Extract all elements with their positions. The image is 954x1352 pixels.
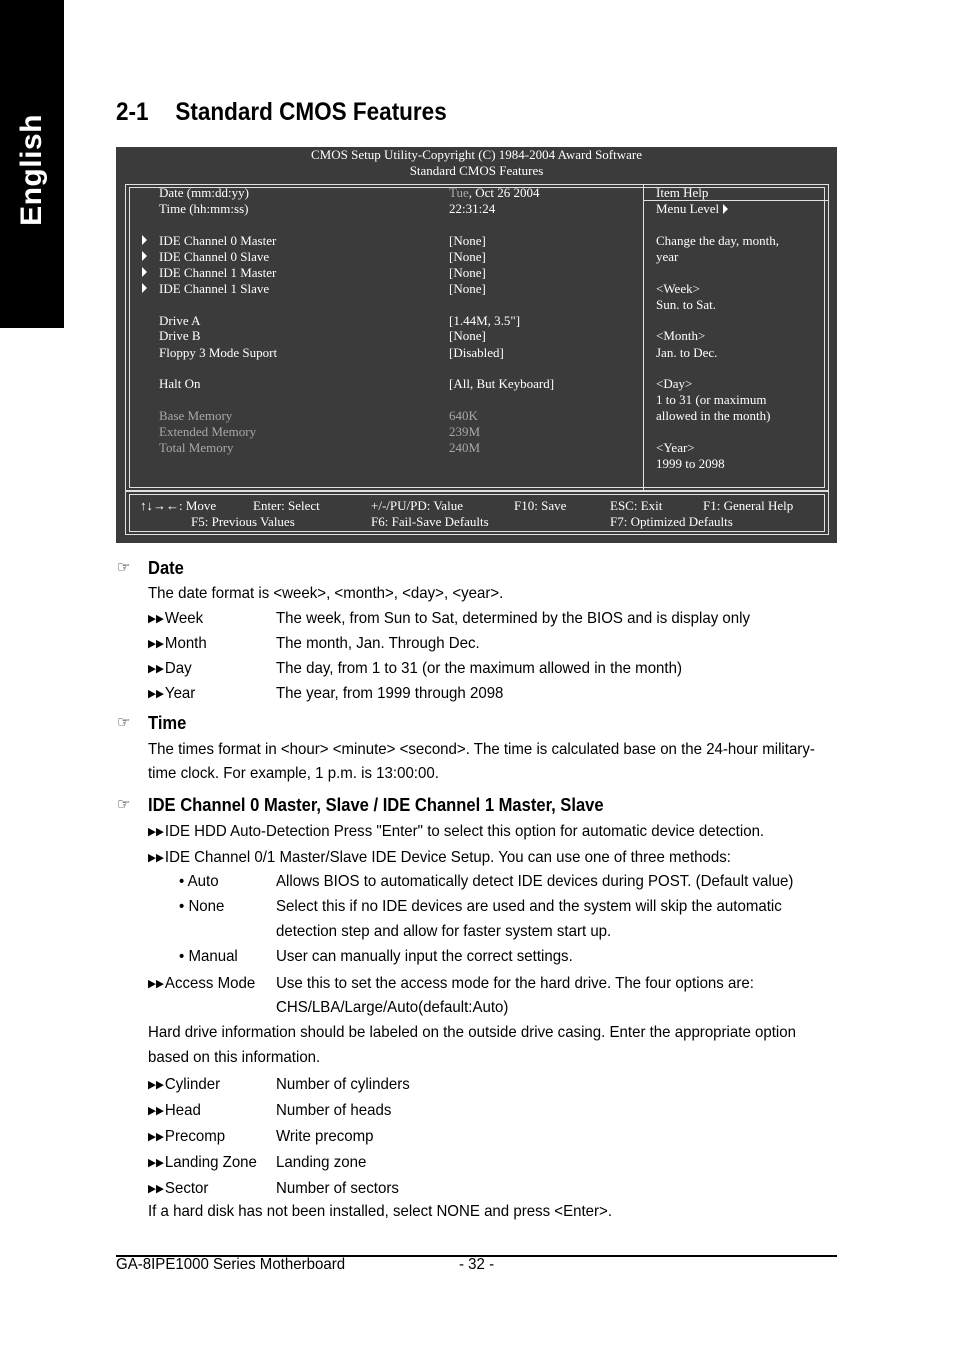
double-arrow-icon: ▶▶	[148, 1183, 164, 1195]
item-help-title: Item Help	[656, 185, 709, 200]
help-line: year	[656, 249, 679, 264]
help-line: Jan. to Dec.	[656, 345, 718, 360]
bios-row-value: 239M	[449, 424, 481, 439]
param-desc: Write precomp	[276, 1128, 374, 1145]
submenu-arrow-icon	[142, 235, 147, 245]
page-title	[116, 98, 447, 127]
date-item-desc: The day, from 1 to 31 (or the maximum allowed in the month)	[276, 660, 682, 677]
submenu-arrow-icon	[142, 283, 147, 293]
language-side-tab	[0, 0, 64, 328]
time-text-line: time clock. For example, 1 p.m. is 13:00:00.	[148, 765, 439, 782]
double-arrow-icon: ▶▶	[148, 1105, 164, 1117]
section-title: Standard CMOS Features	[175, 98, 447, 126]
bios-row-value[interactable]: [None]	[449, 233, 486, 248]
method-desc: Allows BIOS to automatically detect IDE devices during POST. (Default value)	[276, 873, 794, 890]
method-term: • None	[179, 898, 225, 915]
bios-row-value: 640K	[449, 408, 478, 423]
double-arrow-icon: ▶▶	[148, 613, 164, 625]
help-line: <Month>	[656, 328, 706, 343]
bios-row-value[interactable]: [None]	[449, 265, 486, 280]
param-term: ▶▶Sector	[148, 1180, 209, 1197]
double-arrow-icon: ▶▶	[148, 826, 164, 838]
date-item-term: ▶▶Week	[148, 610, 204, 627]
menu-level-arrow-icon	[723, 204, 728, 214]
bios-row-value: 240M	[449, 440, 481, 455]
param-desc: Number of sectors	[276, 1180, 399, 1197]
param-term: ▶▶Head	[148, 1102, 201, 1119]
pointing-hand-icon: ☞	[117, 796, 131, 813]
param-term: ▶▶Cylinder	[148, 1076, 221, 1093]
bios-row-label: Extended Memory	[159, 424, 257, 439]
method-desc: detection step and allow for faster system start up.	[276, 923, 612, 940]
key-value: +/-/PU/PD: Value	[371, 498, 463, 513]
key-general-help: F1: General Help	[703, 498, 794, 513]
bios-row-label[interactable]: Date (mm:dd:yy)	[159, 185, 249, 200]
bios-row-value[interactable]: [None]	[449, 328, 486, 343]
help-line: Sun. to Sat.	[656, 297, 716, 312]
bios-row-label[interactable]: Drive A	[159, 313, 201, 328]
access-mode-desc: CHS/LBA/Large/Auto(default:Auto)	[276, 999, 509, 1016]
footer-page-number: - 32 -	[459, 1256, 495, 1273]
time-heading: Time	[148, 713, 187, 733]
footer-product: GA-8IPE1000 Series Motherboard	[116, 1256, 346, 1273]
method-term: • Manual	[179, 948, 238, 965]
time-text-line: The times format in <hour> <minute> <second>. The time is calculated base on the 24-hour military-	[148, 741, 815, 758]
menu-level: Menu Level	[656, 201, 720, 216]
submenu-arrow-icon	[142, 251, 147, 261]
bios-row-value[interactable]: [1.44M, 3.5"]	[449, 313, 521, 328]
date-item-term: ▶▶Day	[148, 660, 192, 677]
closing-note: If a hard disk has not been installed, select NONE and press <Enter>.	[148, 1203, 612, 1220]
access-mode-term: ▶▶Access Mode	[148, 975, 256, 992]
bios-row-value[interactable]: [Disabled]	[449, 345, 504, 360]
help-line: 1999 to 2098	[656, 456, 725, 471]
bios-row-label[interactable]: IDE Channel 1 Slave	[159, 281, 270, 296]
weekday-value: Tue	[449, 185, 469, 200]
param-desc: Number of heads	[276, 1102, 392, 1119]
key-exit: ESC: Exit	[610, 498, 663, 513]
bios-divider	[643, 184, 644, 491]
ide-heading: IDE Channel 0 Master, Slave / IDE Channel 1 Master, Slave	[148, 795, 604, 815]
param-term: ▶▶Landing Zone	[148, 1154, 257, 1171]
date-value: , Oct 26 2004	[468, 185, 540, 200]
bios-row-value[interactable]: [All, But Keyboard]	[449, 376, 555, 391]
help-line: allowed in the month)	[656, 408, 771, 423]
bios-row-label[interactable]: IDE Channel 0 Slave	[159, 249, 270, 264]
bios-row-value[interactable]: [None]	[449, 249, 486, 264]
help-line: 1 to 31 (or maximum	[656, 392, 767, 407]
bios-row-label[interactable]: Drive B	[159, 328, 201, 343]
bios-header-copyright: CMOS Setup Utility-Copyright (C) 1984-2004 Award Software	[310, 147, 642, 162]
date-item-desc: The year, from 1999 through 2098	[276, 685, 504, 702]
bios-row-label[interactable]: Floppy 3 Mode Suport	[159, 345, 278, 360]
double-arrow-icon: ▶▶	[148, 663, 164, 675]
key-move: ↑↓→←: Move	[140, 498, 217, 513]
method-term: • Auto	[179, 873, 219, 890]
date-intro: The date format is <week>, <month>, <day>, <year>.	[148, 585, 504, 602]
bios-row-label: Total Memory	[159, 440, 234, 455]
key-save: F10: Save	[514, 498, 567, 513]
ide-auto-detect: ▶▶IDE HDD Auto-Detection Press "Enter" to select this option for automatic device detection.	[148, 823, 765, 840]
param-term: ▶▶Precomp	[148, 1128, 226, 1145]
key-enter: Enter: Select	[253, 498, 320, 513]
section-number: 2-1	[116, 98, 149, 126]
bios-row-label[interactable]: IDE Channel 0 Master	[159, 233, 277, 248]
double-arrow-icon: ▶▶	[148, 1157, 164, 1169]
bios-row-value[interactable]	[449, 185, 540, 201]
help-line: <Day>	[656, 376, 693, 391]
help-line: Change the day, month,	[656, 233, 779, 248]
date-item-desc: The week, from Sun to Sat, determined by the BIOS and is display only	[276, 610, 751, 627]
hd-info-line: based on this information.	[148, 1049, 321, 1066]
date-heading: Date	[148, 558, 184, 578]
help-line: <Week>	[656, 281, 700, 296]
bios-row-label[interactable]: Time (hh:mm:ss)	[159, 201, 249, 216]
bios-row-label[interactable]: Halt On	[159, 376, 201, 391]
bios-row-label: Base Memory	[159, 408, 233, 423]
param-desc: Landing zone	[276, 1154, 367, 1171]
double-arrow-icon: ▶▶	[148, 852, 164, 864]
language-label: English	[15, 114, 48, 226]
bios-screen	[116, 147, 837, 543]
key-previous-values: F5: Previous Values	[191, 514, 295, 529]
double-arrow-icon: ▶▶	[148, 688, 164, 700]
method-desc: Select this if no IDE devices are used and the system will skip the automatic	[276, 898, 782, 915]
bios-row-value[interactable]: 22:31:24	[449, 201, 496, 216]
double-arrow-icon: ▶▶	[148, 978, 164, 990]
bios-header-title: Standard CMOS Features	[409, 163, 544, 178]
double-arrow-icon: ▶▶	[148, 1131, 164, 1143]
key-fail-save-defaults: F6: Fail-Save Defaults	[371, 514, 489, 529]
submenu-arrow-icon	[142, 267, 147, 277]
access-mode-desc: Use this to set the access mode for the hard drive. The four options are:	[276, 975, 754, 992]
bios-row-value[interactable]: [None]	[449, 281, 486, 296]
pointing-hand-icon: ☞	[117, 559, 131, 576]
date-item-term: ▶▶Month	[148, 635, 207, 652]
hd-info-line: Hard drive information should be labeled on the outside drive casing. Enter the appropriate option	[148, 1024, 796, 1041]
date-item-desc: The month, Jan. Through Dec.	[276, 635, 480, 652]
param-desc: Number of cylinders	[276, 1076, 410, 1093]
date-item-term: ▶▶Year	[148, 685, 196, 702]
double-arrow-icon: ▶▶	[148, 1079, 164, 1091]
bios-row-label[interactable]: IDE Channel 1 Master	[159, 265, 277, 280]
key-optimized-defaults: F7: Optimized Defaults	[610, 514, 733, 529]
double-arrow-icon: ▶▶	[148, 638, 164, 650]
method-desc: User can manually input the correct settings.	[276, 948, 573, 965]
ide-device-setup: ▶▶IDE Channel 0/1 Master/Slave IDE Device Setup. You can use one of three methods:	[148, 849, 731, 866]
help-line: <Year>	[656, 440, 695, 455]
pointing-hand-icon: ☞	[117, 714, 131, 731]
